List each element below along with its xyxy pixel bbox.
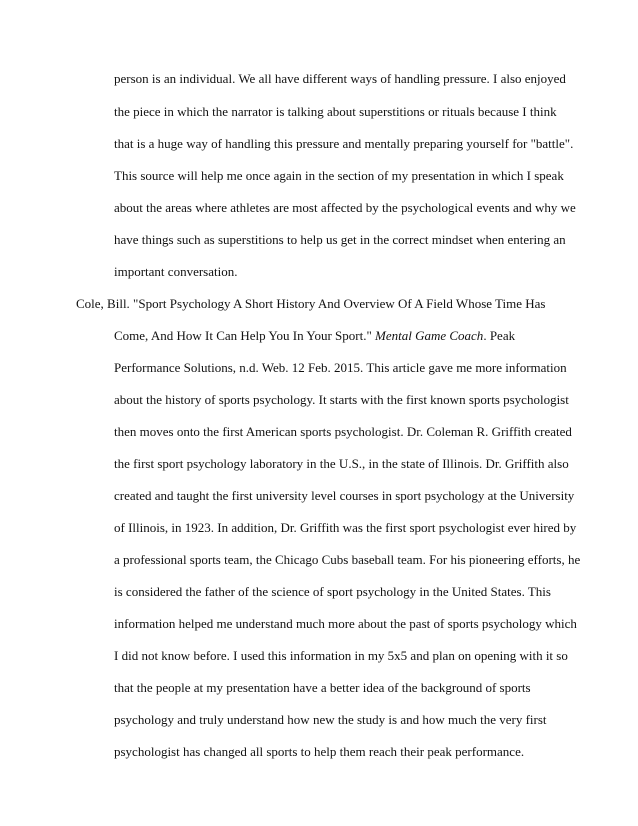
text-line: information helped me understand much more about the past of sports psychology which (114, 616, 577, 631)
text-line: then moves onto the first American sports psychologist. Dr. Coleman R. Griffith created (114, 424, 572, 439)
citation-source-title: Mental Game Coach (375, 328, 484, 343)
text-line: important conversation. (114, 264, 238, 279)
citation-title-suffix: . Peak (483, 328, 516, 343)
citation-first-line: Cole, Bill. "Sport Psychology A Short History And Overview Of A Field Whose Time Has (76, 296, 546, 311)
text-line: is considered the father of the science of sport psychology in the United States. This (114, 584, 551, 599)
citation-title-text: Come, And How It Can Help You In Your Sport." (114, 328, 375, 343)
text-line: the first sport psychology laboratory in the U.S., in the state of Illinois. Dr. Griffith also (114, 456, 569, 471)
citation-title-line (114, 328, 515, 344)
text-line: psychology and truly understand how new the study is and how much the very first (114, 712, 547, 727)
text-line: of Illinois, in 1923. In addition, Dr. Griffith was the first sport psychologist ever hired by (114, 520, 577, 535)
text-line: created and taught the first university level courses in sport psychology at the University (114, 488, 575, 503)
text-line: I did not know before. I used this information in my 5x5 and plan on opening with it so (114, 648, 568, 663)
text-line: a professional sports team, the Chicago Cubs baseball team. For his pioneering efforts, he (114, 552, 581, 567)
text-line: have things such as superstitions to help us get in the correct mindset when entering an (114, 232, 566, 247)
text-line: about the history of sports psychology. It starts with the first known sports psychologist (114, 392, 569, 407)
text-line: the piece in which the narrator is talking about superstitions or rituals because I think (114, 104, 557, 119)
text-line: person is an individual. We all have different ways of handling pressure. I also enjoyed (114, 71, 566, 86)
text-line: that the people at my presentation have a better idea of the background of sports (114, 680, 531, 695)
text-line: Performance Solutions, n.d. Web. 12 Feb. 2015. This article gave me more information (114, 360, 567, 375)
text-line: psychologist has changed all sports to help them reach their peak performance. (114, 744, 525, 759)
text-line: that is a huge way of handling this pressure and mentally preparing yourself for "battle". (114, 136, 574, 151)
text-line: This source will help me once again in the section of my presentation in which I speak (114, 168, 564, 183)
text-line: about the areas where athletes are most affected by the psychological events and why we (114, 200, 576, 215)
